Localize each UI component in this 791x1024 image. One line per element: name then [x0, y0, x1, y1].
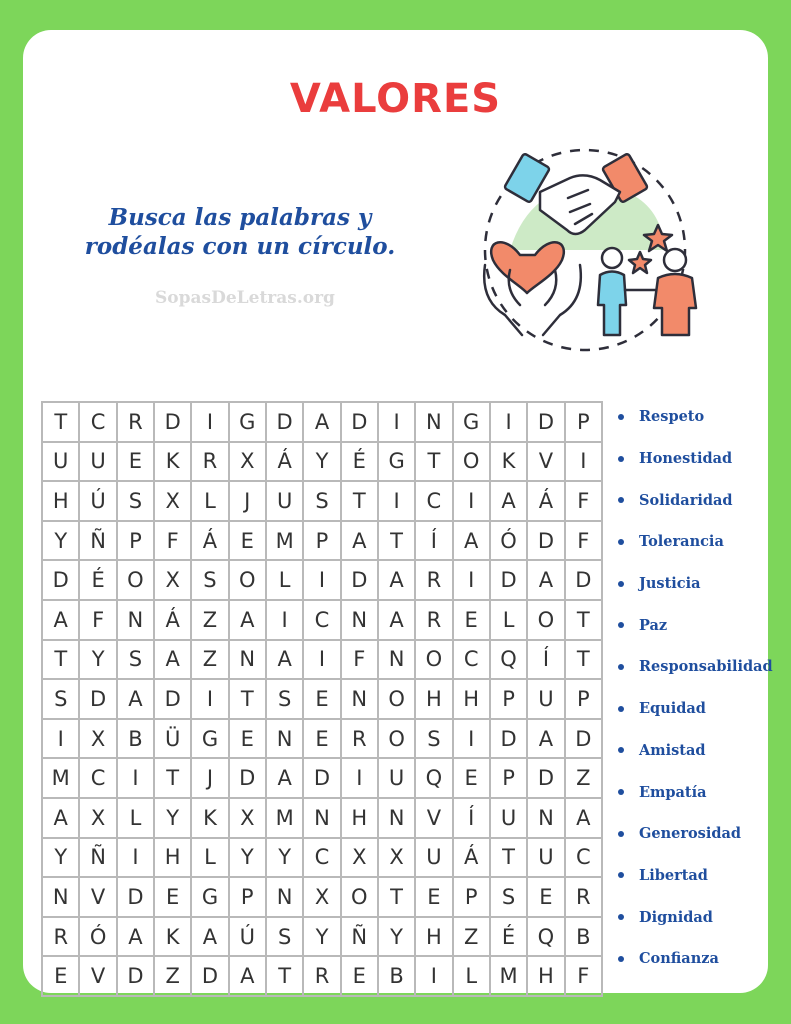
- word-list-item: [618, 771, 773, 813]
- grid-cell[interactable]: A: [303, 402, 340, 442]
- grid-cell[interactable]: R: [565, 877, 602, 917]
- grid-cell[interactable]: A: [378, 600, 415, 640]
- grid-cell[interactable]: C: [415, 481, 452, 521]
- grid-cell[interactable]: H: [341, 798, 378, 838]
- grid-cell[interactable]: S: [303, 481, 340, 521]
- grid-cell[interactable]: P: [565, 679, 602, 719]
- grid-cell[interactable]: D: [490, 719, 527, 759]
- grid-cell[interactable]: N: [415, 402, 452, 442]
- grid-cell[interactable]: C: [303, 600, 340, 640]
- grid-cell[interactable]: S: [117, 481, 154, 521]
- word-list-item: [618, 479, 773, 521]
- grid-cell[interactable]: R: [415, 560, 452, 600]
- grid-cell[interactable]: D: [154, 402, 191, 442]
- grid-cell[interactable]: O: [415, 640, 452, 680]
- grid-cell[interactable]: N: [341, 679, 378, 719]
- grid-cell[interactable]: M: [490, 956, 527, 996]
- grid-cell[interactable]: T: [229, 679, 266, 719]
- grid-cell[interactable]: Y: [154, 798, 191, 838]
- word-list-item: [618, 938, 773, 980]
- grid-cell[interactable]: A: [229, 600, 266, 640]
- grid-cell[interactable]: M: [42, 758, 79, 798]
- grid-cell[interactable]: T: [415, 442, 452, 482]
- word-label: Justicia: [639, 575, 701, 593]
- grid-cell[interactable]: D: [565, 719, 602, 759]
- word-list-item: [618, 646, 773, 688]
- grid-cell[interactable]: N: [341, 600, 378, 640]
- bullet-icon: [618, 956, 624, 962]
- grid-cell[interactable]: H: [453, 679, 490, 719]
- word-label: Amistad: [639, 741, 706, 759]
- word-label: Tolerancia: [639, 533, 724, 551]
- grid-cell[interactable]: B: [565, 917, 602, 957]
- grid-cell[interactable]: I: [378, 481, 415, 521]
- grid-cell[interactable]: Á: [191, 521, 228, 561]
- grid-cell[interactable]: Q: [490, 640, 527, 680]
- grid-cell[interactable]: I: [191, 402, 228, 442]
- grid-cell[interactable]: D: [527, 521, 564, 561]
- grid-cell[interactable]: L: [117, 798, 154, 838]
- grid-cell[interactable]: L: [191, 481, 228, 521]
- grid-cell[interactable]: N: [117, 600, 154, 640]
- grid-cell[interactable]: E: [303, 679, 340, 719]
- bullet-icon: [618, 747, 624, 753]
- grid-cell[interactable]: X: [341, 838, 378, 878]
- grid-cell[interactable]: N: [303, 798, 340, 838]
- grid-row: [42, 758, 602, 798]
- grid-cell[interactable]: U: [79, 442, 116, 482]
- grid-cell[interactable]: T: [378, 521, 415, 561]
- grid-cell[interactable]: A: [565, 798, 602, 838]
- grid-cell[interactable]: Á: [266, 442, 303, 482]
- word-label: Empatía: [639, 783, 707, 801]
- grid-cell[interactable]: T: [266, 956, 303, 996]
- grid-cell[interactable]: P: [490, 679, 527, 719]
- grid-cell[interactable]: D: [266, 402, 303, 442]
- grid-cell[interactable]: N: [527, 798, 564, 838]
- grid-cell[interactable]: S: [415, 719, 452, 759]
- bullet-icon: [618, 539, 624, 545]
- grid-cell[interactable]: T: [341, 481, 378, 521]
- grid-cell[interactable]: L: [453, 956, 490, 996]
- grid-cell[interactable]: I: [453, 481, 490, 521]
- grid-cell[interactable]: I: [117, 758, 154, 798]
- grid-cell[interactable]: E: [453, 600, 490, 640]
- word-list-item: [618, 563, 773, 605]
- grid-cell[interactable]: V: [415, 798, 452, 838]
- grid-cell[interactable]: O: [378, 719, 415, 759]
- grid-cell[interactable]: Ó: [79, 917, 116, 957]
- grid-cell[interactable]: M: [266, 798, 303, 838]
- word-label: Honestidad: [639, 450, 733, 468]
- bullet-icon: [618, 497, 624, 503]
- grid-cell[interactable]: G: [191, 719, 228, 759]
- grid-cell[interactable]: A: [527, 560, 564, 600]
- grid-cell[interactable]: A: [154, 640, 191, 680]
- grid-cell[interactable]: K: [154, 917, 191, 957]
- grid-cell[interactable]: A: [266, 758, 303, 798]
- word-list-item: [618, 730, 773, 772]
- grid-cell[interactable]: O: [229, 560, 266, 600]
- word-label: Dignidad: [639, 908, 713, 926]
- word-search-grid: [41, 401, 603, 997]
- grid-cell[interactable]: X: [79, 798, 116, 838]
- grid-cell[interactable]: D: [527, 758, 564, 798]
- grid-cell[interactable]: Í: [527, 640, 564, 680]
- grid-cell[interactable]: X: [229, 798, 266, 838]
- grid-cell[interactable]: D: [490, 560, 527, 600]
- page-title: VALORES: [289, 76, 502, 122]
- grid-cell[interactable]: Q: [527, 917, 564, 957]
- grid-cell[interactable]: K: [490, 442, 527, 482]
- grid-cell[interactable]: P: [117, 521, 154, 561]
- grid-cell[interactable]: C: [565, 838, 602, 878]
- grid-cell[interactable]: D: [341, 402, 378, 442]
- grid-cell[interactable]: H: [42, 481, 79, 521]
- grid-cell[interactable]: X: [154, 481, 191, 521]
- grid-cell[interactable]: X: [79, 719, 116, 759]
- instructions-line-2: rodéalas con un círculo.: [84, 233, 396, 260]
- grid-cell[interactable]: R: [117, 402, 154, 442]
- grid-cell[interactable]: R: [415, 600, 452, 640]
- instructions: [70, 203, 410, 261]
- grid-cell[interactable]: A: [42, 798, 79, 838]
- grid-cell[interactable]: E: [453, 758, 490, 798]
- grid-cell[interactable]: Ó: [490, 521, 527, 561]
- grid-cell[interactable]: Á: [453, 838, 490, 878]
- grid-cell[interactable]: Y: [266, 838, 303, 878]
- word-label: Respeto: [639, 408, 705, 426]
- grid-row: [42, 956, 602, 996]
- grid-cell[interactable]: J: [229, 481, 266, 521]
- grid-cell[interactable]: R: [42, 917, 79, 957]
- grid-cell[interactable]: U: [527, 679, 564, 719]
- bullet-icon: [618, 581, 624, 587]
- grid-cell[interactable]: U: [415, 838, 452, 878]
- word-list-item: [618, 855, 773, 897]
- grid-cell[interactable]: I: [303, 560, 340, 600]
- word-list-item: [618, 813, 773, 855]
- grid-cell[interactable]: G: [229, 402, 266, 442]
- grid-cell[interactable]: Z: [565, 758, 602, 798]
- grid-cell[interactable]: Í: [453, 798, 490, 838]
- grid-row: [42, 481, 602, 521]
- grid-cell[interactable]: V: [79, 877, 116, 917]
- word-label: Solidaridad: [639, 491, 733, 509]
- grid-cell[interactable]: A: [378, 560, 415, 600]
- grid-row: [42, 798, 602, 838]
- grid-cell[interactable]: K: [154, 442, 191, 482]
- grid-cell[interactable]: I: [453, 719, 490, 759]
- grid-cell[interactable]: D: [341, 560, 378, 600]
- grid-cell[interactable]: Ñ: [79, 521, 116, 561]
- grid-cell[interactable]: T: [42, 402, 79, 442]
- grid-cell[interactable]: É: [341, 442, 378, 482]
- instructions-line-1: Busca las palabras y: [108, 204, 372, 231]
- grid-cell[interactable]: O: [527, 600, 564, 640]
- bullet-icon: [618, 914, 624, 920]
- word-list: [618, 396, 773, 980]
- grid-cell[interactable]: F: [154, 521, 191, 561]
- grid-cell[interactable]: D: [527, 402, 564, 442]
- grid-cell[interactable]: S: [490, 877, 527, 917]
- grid-row: [42, 640, 602, 680]
- grid-cell[interactable]: G: [378, 442, 415, 482]
- bullet-icon: [618, 789, 624, 795]
- grid-cell[interactable]: A: [117, 917, 154, 957]
- grid-cell[interactable]: N: [42, 877, 79, 917]
- grid-cell[interactable]: I: [453, 560, 490, 600]
- grid-cell[interactable]: E: [42, 956, 79, 996]
- grid-cell[interactable]: Q: [415, 758, 452, 798]
- grid-cell[interactable]: N: [378, 798, 415, 838]
- grid-cell[interactable]: R: [303, 956, 340, 996]
- grid-cell[interactable]: G: [191, 877, 228, 917]
- grid-cell[interactable]: S: [266, 679, 303, 719]
- grid-row: [42, 442, 602, 482]
- grid-cell[interactable]: Y: [42, 838, 79, 878]
- grid-cell[interactable]: Y: [303, 442, 340, 482]
- grid-cell[interactable]: I: [117, 838, 154, 878]
- grid-cell[interactable]: F: [79, 600, 116, 640]
- grid-cell[interactable]: D: [191, 956, 228, 996]
- grid-cell[interactable]: H: [415, 917, 452, 957]
- grid-cell[interactable]: H: [154, 838, 191, 878]
- grid-cell[interactable]: S: [191, 560, 228, 600]
- grid-cell[interactable]: Z: [191, 600, 228, 640]
- grid-cell[interactable]: X: [378, 838, 415, 878]
- grid-cell[interactable]: S: [266, 917, 303, 957]
- grid-cell[interactable]: I: [490, 402, 527, 442]
- grid-cell[interactable]: O: [378, 679, 415, 719]
- grid-cell[interactable]: D: [79, 679, 116, 719]
- grid-cell[interactable]: X: [303, 877, 340, 917]
- grid-cell[interactable]: N: [266, 719, 303, 759]
- grid-cell[interactable]: E: [415, 877, 452, 917]
- grid-cell[interactable]: A: [191, 917, 228, 957]
- grid-cell[interactable]: A: [266, 640, 303, 680]
- grid-cell[interactable]: M: [266, 521, 303, 561]
- grid-cell[interactable]: B: [378, 956, 415, 996]
- grid-cell[interactable]: T: [154, 758, 191, 798]
- grid-cell[interactable]: D: [42, 560, 79, 600]
- grid-cell[interactable]: E: [154, 877, 191, 917]
- grid-cell[interactable]: E: [229, 719, 266, 759]
- grid-cell[interactable]: U: [378, 758, 415, 798]
- grid-cell[interactable]: O: [341, 877, 378, 917]
- grid-cell[interactable]: Y: [229, 838, 266, 878]
- grid-cell[interactable]: J: [191, 758, 228, 798]
- grid-cell[interactable]: T: [378, 877, 415, 917]
- grid-cell[interactable]: O: [117, 560, 154, 600]
- grid-cell[interactable]: E: [229, 521, 266, 561]
- grid-cell[interactable]: B: [117, 719, 154, 759]
- grid-cell[interactable]: X: [154, 560, 191, 600]
- word-list-item: [618, 396, 773, 438]
- grid-row: [42, 719, 602, 759]
- word-list-item: [618, 438, 773, 480]
- grid-cell[interactable]: T: [565, 640, 602, 680]
- grid-cell[interactable]: I: [266, 600, 303, 640]
- grid-cell[interactable]: I: [42, 719, 79, 759]
- word-list-item: [618, 604, 773, 646]
- grid-cell[interactable]: A: [42, 600, 79, 640]
- word-label: Confianza: [639, 950, 719, 968]
- grid-row: [42, 877, 602, 917]
- grid-cell[interactable]: P: [490, 758, 527, 798]
- grid-cell[interactable]: D: [565, 560, 602, 600]
- grid-row: [42, 600, 602, 640]
- grid-cell[interactable]: I: [303, 640, 340, 680]
- grid-cell[interactable]: I: [565, 442, 602, 482]
- grid-cell[interactable]: A: [117, 679, 154, 719]
- grid-cell[interactable]: E: [117, 442, 154, 482]
- grid-cell[interactable]: Ú: [79, 481, 116, 521]
- grid-cell[interactable]: L: [191, 838, 228, 878]
- grid-cell[interactable]: F: [565, 481, 602, 521]
- grid-cell[interactable]: P: [303, 521, 340, 561]
- grid-cell[interactable]: D: [229, 758, 266, 798]
- grid-row: [42, 402, 602, 442]
- grid-cell[interactable]: Y: [303, 917, 340, 957]
- grid-cell[interactable]: V: [79, 956, 116, 996]
- grid-cell[interactable]: H: [527, 956, 564, 996]
- grid-cell[interactable]: Á: [154, 600, 191, 640]
- word-label: Libertad: [639, 866, 708, 884]
- bullet-icon: [618, 664, 624, 670]
- grid-cell[interactable]: N: [378, 640, 415, 680]
- grid-row: [42, 521, 602, 561]
- grid-cell[interactable]: U: [527, 838, 564, 878]
- bullet-icon: [618, 622, 624, 628]
- word-label: Equidad: [639, 700, 706, 718]
- grid-cell[interactable]: Á: [527, 481, 564, 521]
- bullet-icon: [618, 831, 624, 837]
- grid-row: [42, 838, 602, 878]
- handshake-hands-heart-people-stars-icon: [470, 140, 715, 360]
- grid-cell[interactable]: A: [527, 719, 564, 759]
- grid-cell[interactable]: A: [341, 521, 378, 561]
- grid-cell[interactable]: U: [266, 481, 303, 521]
- grid-cell[interactable]: I: [415, 956, 452, 996]
- grid-cell[interactable]: U: [490, 798, 527, 838]
- grid-cell[interactable]: A: [490, 481, 527, 521]
- grid-cell[interactable]: C: [303, 838, 340, 878]
- grid-cell[interactable]: D: [154, 679, 191, 719]
- watermark: SopasDeLetras.org: [155, 288, 335, 308]
- grid-cell[interactable]: Ü: [154, 719, 191, 759]
- grid-cell[interactable]: P: [565, 402, 602, 442]
- grid-cell[interactable]: D: [303, 758, 340, 798]
- grid-row: [42, 679, 602, 719]
- grid-row: [42, 560, 602, 600]
- grid-cell[interactable]: P: [453, 877, 490, 917]
- grid-cell[interactable]: C: [453, 640, 490, 680]
- grid-cell[interactable]: T: [565, 600, 602, 640]
- grid-cell[interactable]: K: [191, 798, 228, 838]
- grid-cell[interactable]: A: [453, 521, 490, 561]
- grid-cell[interactable]: L: [266, 560, 303, 600]
- grid-cell[interactable]: F: [565, 956, 602, 996]
- grid-cell[interactable]: P: [229, 877, 266, 917]
- grid-cell[interactable]: I: [378, 402, 415, 442]
- word-label: Generosidad: [639, 825, 742, 843]
- grid-cell[interactable]: E: [341, 956, 378, 996]
- grid-cell[interactable]: F: [565, 521, 602, 561]
- bullet-icon: [618, 456, 624, 462]
- grid-cell[interactable]: C: [79, 758, 116, 798]
- bullet-icon: [618, 706, 624, 712]
- word-label: Responsabilidad: [639, 658, 773, 676]
- grid-cell[interactable]: D: [117, 956, 154, 996]
- grid-cell[interactable]: Í: [415, 521, 452, 561]
- grid-cell[interactable]: T: [490, 838, 527, 878]
- grid-cell[interactable]: I: [191, 679, 228, 719]
- word-list-item: [618, 521, 773, 563]
- grid-cell[interactable]: C: [79, 402, 116, 442]
- grid-cell[interactable]: T: [42, 640, 79, 680]
- grid-cell[interactable]: F: [341, 640, 378, 680]
- grid-cell[interactable]: U: [42, 442, 79, 482]
- grid-cell[interactable]: É: [79, 560, 116, 600]
- grid-cell[interactable]: A: [229, 956, 266, 996]
- grid-cell[interactable]: N: [266, 877, 303, 917]
- grid-cell[interactable]: D: [117, 877, 154, 917]
- grid-cell[interactable]: S: [42, 679, 79, 719]
- word-label: Paz: [639, 616, 668, 634]
- grid-cell[interactable]: E: [303, 719, 340, 759]
- grid-cell[interactable]: Y: [42, 521, 79, 561]
- grid-cell[interactable]: N: [229, 640, 266, 680]
- grid-cell[interactable]: S: [117, 640, 154, 680]
- grid-cell[interactable]: Ú: [229, 917, 266, 957]
- grid-cell[interactable]: Z: [154, 956, 191, 996]
- grid-cell[interactable]: É: [490, 917, 527, 957]
- bullet-icon: [618, 414, 624, 420]
- grid-cell[interactable]: O: [453, 442, 490, 482]
- word-list-item: [618, 896, 773, 938]
- word-list-item: [618, 688, 773, 730]
- grid-cell[interactable]: Ñ: [79, 838, 116, 878]
- grid-cell[interactable]: R: [341, 719, 378, 759]
- bullet-icon: [618, 872, 624, 878]
- grid-cell[interactable]: Y: [378, 917, 415, 957]
- grid-cell[interactable]: Ñ: [341, 917, 378, 957]
- grid-cell[interactable]: G: [453, 402, 490, 442]
- grid-row: [42, 917, 602, 957]
- grid-cell[interactable]: Y: [79, 640, 116, 680]
- grid-cell[interactable]: E: [527, 877, 564, 917]
- grid-cell[interactable]: H: [415, 679, 452, 719]
- grid-cell[interactable]: Z: [453, 917, 490, 957]
- grid-cell[interactable]: V: [527, 442, 564, 482]
- grid-cell[interactable]: Z: [191, 640, 228, 680]
- grid-cell[interactable]: I: [341, 758, 378, 798]
- grid-cell[interactable]: X: [229, 442, 266, 482]
- grid-cell[interactable]: R: [191, 442, 228, 482]
- grid-cell[interactable]: L: [490, 600, 527, 640]
